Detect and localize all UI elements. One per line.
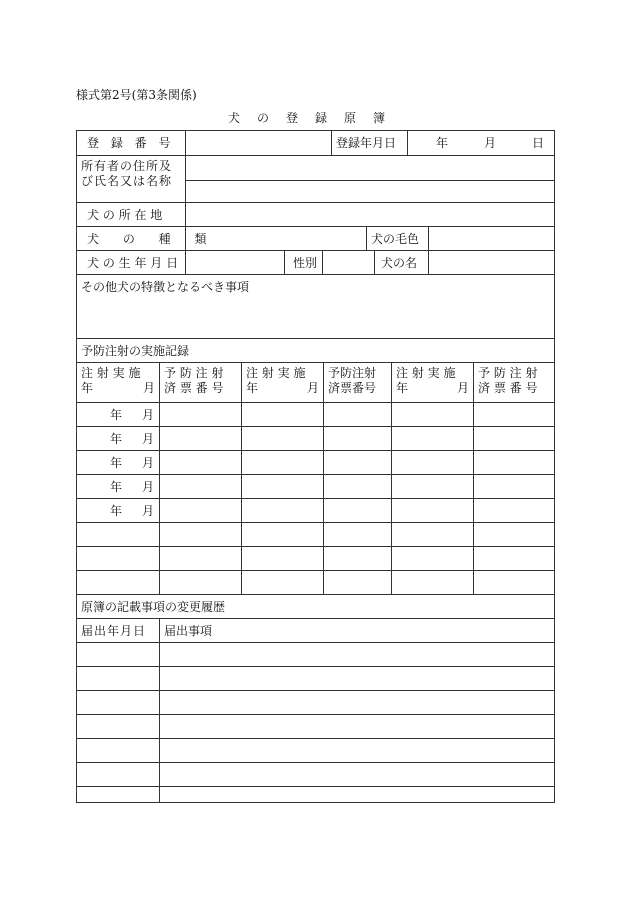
vacc-date-cell[interactable] — [77, 547, 159, 571]
breed-label: 犬 の 種 類 — [87, 232, 217, 246]
notification-item-label: 届出事項 — [164, 624, 213, 638]
reg-date-day: 日 — [531, 136, 544, 150]
vacc-date-cell[interactable] — [391, 403, 473, 427]
vacc-header-tag-3-line2: 済 票 番 号 — [478, 381, 538, 395]
vaccination-row[interactable] — [77, 402, 554, 427]
vacc-date-cell[interactable] — [241, 475, 323, 499]
location-label-cell — [77, 203, 185, 227]
vacc-header-tag-2-line1: 予防注射 — [328, 366, 377, 380]
vacc-date-cell[interactable]: 年 月 — [109, 408, 154, 422]
coat-color-field[interactable] — [428, 227, 554, 251]
vacc-date-cell[interactable] — [241, 523, 323, 547]
vacc-tag-cell[interactable] — [323, 403, 391, 427]
form-number: 様式第2号(第3条関係) — [76, 88, 197, 102]
reg-date-label: 登録年月日 — [336, 136, 397, 150]
sex-label: 性別 — [293, 256, 318, 270]
owner-label-line1: 所有者の住所及 — [81, 159, 173, 173]
vacc-tag-cell[interactable] — [159, 547, 241, 571]
vacc-tag-cell[interactable] — [473, 523, 554, 547]
vacc-date-cell[interactable] — [391, 427, 473, 451]
breed-row — [77, 226, 554, 251]
register-table — [76, 130, 555, 803]
vacc-header-date-1 — [77, 363, 159, 403]
vacc-date-cell[interactable] — [241, 451, 323, 475]
vacc-header-date-3-line2: 年 月 — [396, 381, 469, 395]
birth-label: 犬 の 生 年 月 日 — [87, 256, 179, 270]
changes-row[interactable] — [77, 762, 554, 787]
reg-number-label-cell — [77, 131, 185, 155]
dog-name-label-cell — [374, 251, 428, 275]
notification-date-label: 届出年月日 — [81, 624, 147, 638]
vacc-tag-cell[interactable] — [473, 499, 554, 523]
vaccination-record-label: 予防注射の実施記録 — [81, 344, 190, 358]
reg-number-field[interactable] — [185, 131, 331, 155]
vacc-date-cell[interactable] — [391, 499, 473, 523]
vacc-header-date-2-line1: 注 射 実 施 — [246, 366, 306, 380]
birth-date-field[interactable] — [185, 251, 284, 275]
vacc-header-tag-3-line1: 予 防 注 射 — [478, 366, 538, 380]
registration-row — [77, 131, 554, 155]
vacc-tag-cell[interactable] — [323, 427, 391, 451]
vacc-tag-cell[interactable] — [473, 451, 554, 475]
vacc-tag-cell[interactable] — [323, 547, 391, 571]
vacc-header-tag-3 — [473, 363, 554, 403]
breed-label-cell — [77, 227, 217, 251]
vacc-tag-cell[interactable] — [159, 499, 241, 523]
vacc-tag-cell[interactable] — [473, 427, 554, 451]
vaccination-row[interactable] — [77, 498, 554, 523]
features-cell[interactable] — [77, 275, 554, 339]
location-row — [77, 202, 554, 227]
notification-item-cell[interactable] — [159, 691, 554, 715]
dog-name-label: 犬の名 — [381, 256, 418, 270]
coat-color-label: 犬の毛色 — [371, 232, 420, 246]
notification-item-cell[interactable] — [159, 715, 554, 739]
vacc-tag-cell[interactable] — [159, 571, 241, 595]
features-row[interactable] — [77, 274, 554, 339]
changes-row[interactable] — [77, 666, 554, 691]
vacc-date-cell[interactable]: 年 月 — [109, 456, 154, 470]
vacc-header-tag-1 — [159, 363, 241, 403]
vacc-date-cell[interactable] — [241, 403, 323, 427]
notification-date-cell[interactable] — [77, 787, 159, 803]
vacc-tag-cell[interactable] — [473, 475, 554, 499]
location-field[interactable] — [185, 203, 554, 227]
changes-header-row — [77, 618, 554, 643]
vaccination-row[interactable] — [77, 570, 554, 595]
notification-date-cell[interactable] — [77, 643, 159, 667]
page-title: 犬の登録原簿 — [227, 111, 402, 125]
location-label: 犬 の 所 在 地 — [87, 208, 163, 222]
vacc-header-date-3 — [391, 363, 473, 403]
owner-label-cell — [77, 156, 185, 203]
vacc-date-cell[interactable] — [391, 571, 473, 595]
dog-name-field[interactable] — [428, 251, 554, 275]
vacc-date-cell[interactable] — [241, 571, 323, 595]
vacc-tag-cell[interactable] — [159, 523, 241, 547]
vacc-tag-cell[interactable] — [159, 427, 241, 451]
vacc-header-date-2-line2: 年 月 — [246, 381, 319, 395]
changes-heading-row — [77, 594, 554, 619]
notification-item-cell[interactable] — [159, 763, 554, 787]
vacc-header-tag-2 — [323, 363, 391, 403]
changes-row[interactable] — [77, 714, 554, 739]
vaccination-row[interactable] — [77, 522, 554, 547]
vacc-tag-cell[interactable] — [323, 475, 391, 499]
notification-date-cell[interactable] — [77, 667, 159, 691]
notification-item-cell[interactable] — [159, 787, 554, 803]
notification-item-cell[interactable] — [159, 667, 554, 691]
birth-label-cell — [77, 251, 185, 275]
notification-item-header — [159, 619, 554, 643]
owner-row — [77, 155, 554, 203]
changes-row[interactable] — [77, 738, 554, 763]
vacc-date-cell[interactable] — [241, 499, 323, 523]
vacc-header-date-2 — [241, 363, 323, 403]
vacc-tag-cell[interactable] — [323, 451, 391, 475]
vaccination-heading-row — [77, 338, 554, 363]
vacc-date-cell[interactable]: 年 月 — [109, 432, 154, 446]
vaccination-row[interactable] — [77, 474, 554, 499]
vacc-header-date-1-line2: 年 月 — [81, 381, 155, 395]
vacc-tag-cell[interactable] — [159, 475, 241, 499]
owner-label-line2: び氏名又は名称 — [81, 174, 173, 188]
vacc-date-cell[interactable] — [241, 427, 323, 451]
changes-row[interactable] — [77, 642, 554, 667]
vacc-date-cell[interactable] — [391, 451, 473, 475]
vacc-date-cell[interactable] — [77, 523, 159, 547]
vacc-tag-cell[interactable] — [323, 523, 391, 547]
notification-date-cell[interactable] — [77, 691, 159, 715]
vacc-tag-cell[interactable] — [473, 547, 554, 571]
coat-color-label-cell — [366, 227, 428, 251]
changes-heading-cell — [77, 595, 554, 619]
notification-date-cell[interactable] — [77, 715, 159, 739]
vacc-header-date-1-line1: 注 射 実 施 — [81, 366, 141, 380]
changes-row[interactable] — [77, 690, 554, 715]
vacc-header-tag-2-line2: 済票番号 — [328, 381, 377, 395]
reg-date-label-cell — [331, 131, 407, 155]
vacc-date-cell[interactable]: 年 月 — [109, 480, 154, 494]
vacc-date-cell[interactable] — [241, 547, 323, 571]
breed-field[interactable] — [185, 227, 366, 251]
vacc-date-cell[interactable] — [391, 523, 473, 547]
reg-number-label: 登 録 番 号 — [87, 136, 175, 150]
vaccination-row[interactable] — [77, 450, 554, 475]
vacc-tag-cell[interactable] — [323, 499, 391, 523]
birth-row — [77, 250, 554, 275]
features-label: その他犬の特徴となるべき事項 — [81, 280, 250, 294]
notification-date-header — [77, 619, 159, 643]
changes-row[interactable] — [77, 786, 554, 803]
vacc-tag-cell[interactable] — [159, 451, 241, 475]
sex-label-cell — [284, 251, 322, 275]
vacc-header-date-3-line1: 注 射 実 施 — [396, 366, 456, 380]
vaccination-heading-cell — [77, 339, 554, 363]
reg-date-field[interactable] — [407, 131, 554, 155]
vaccination-header-row — [77, 362, 554, 403]
notification-date-cell[interactable] — [77, 739, 159, 763]
vacc-tag-cell[interactable] — [159, 403, 241, 427]
notification-date-cell[interactable] — [77, 763, 159, 787]
reg-date-month: 月 — [483, 136, 496, 150]
vacc-header-tag-1-line2: 済 票 番 号 — [164, 381, 224, 395]
vaccination-row[interactable] — [77, 546, 554, 571]
notification-item-cell[interactable] — [159, 739, 554, 763]
vacc-date-cell[interactable] — [391, 475, 473, 499]
vacc-tag-cell[interactable] — [473, 403, 554, 427]
vacc-date-cell[interactable] — [77, 571, 159, 595]
owner-divider — [185, 180, 554, 181]
vacc-tag-cell[interactable] — [473, 571, 554, 595]
vaccination-row[interactable] — [77, 426, 554, 451]
vacc-header-tag-1-line1: 予 防 注 射 — [164, 366, 224, 380]
vacc-date-cell[interactable] — [391, 547, 473, 571]
sex-field[interactable] — [322, 251, 374, 275]
vacc-tag-cell[interactable] — [323, 571, 391, 595]
changes-label: 原簿の記載事項の変更履歴 — [81, 600, 226, 614]
reg-date-year: 年 — [435, 136, 448, 150]
vacc-date-cell[interactable]: 年 月 — [109, 504, 154, 518]
notification-item-cell[interactable] — [159, 643, 554, 667]
